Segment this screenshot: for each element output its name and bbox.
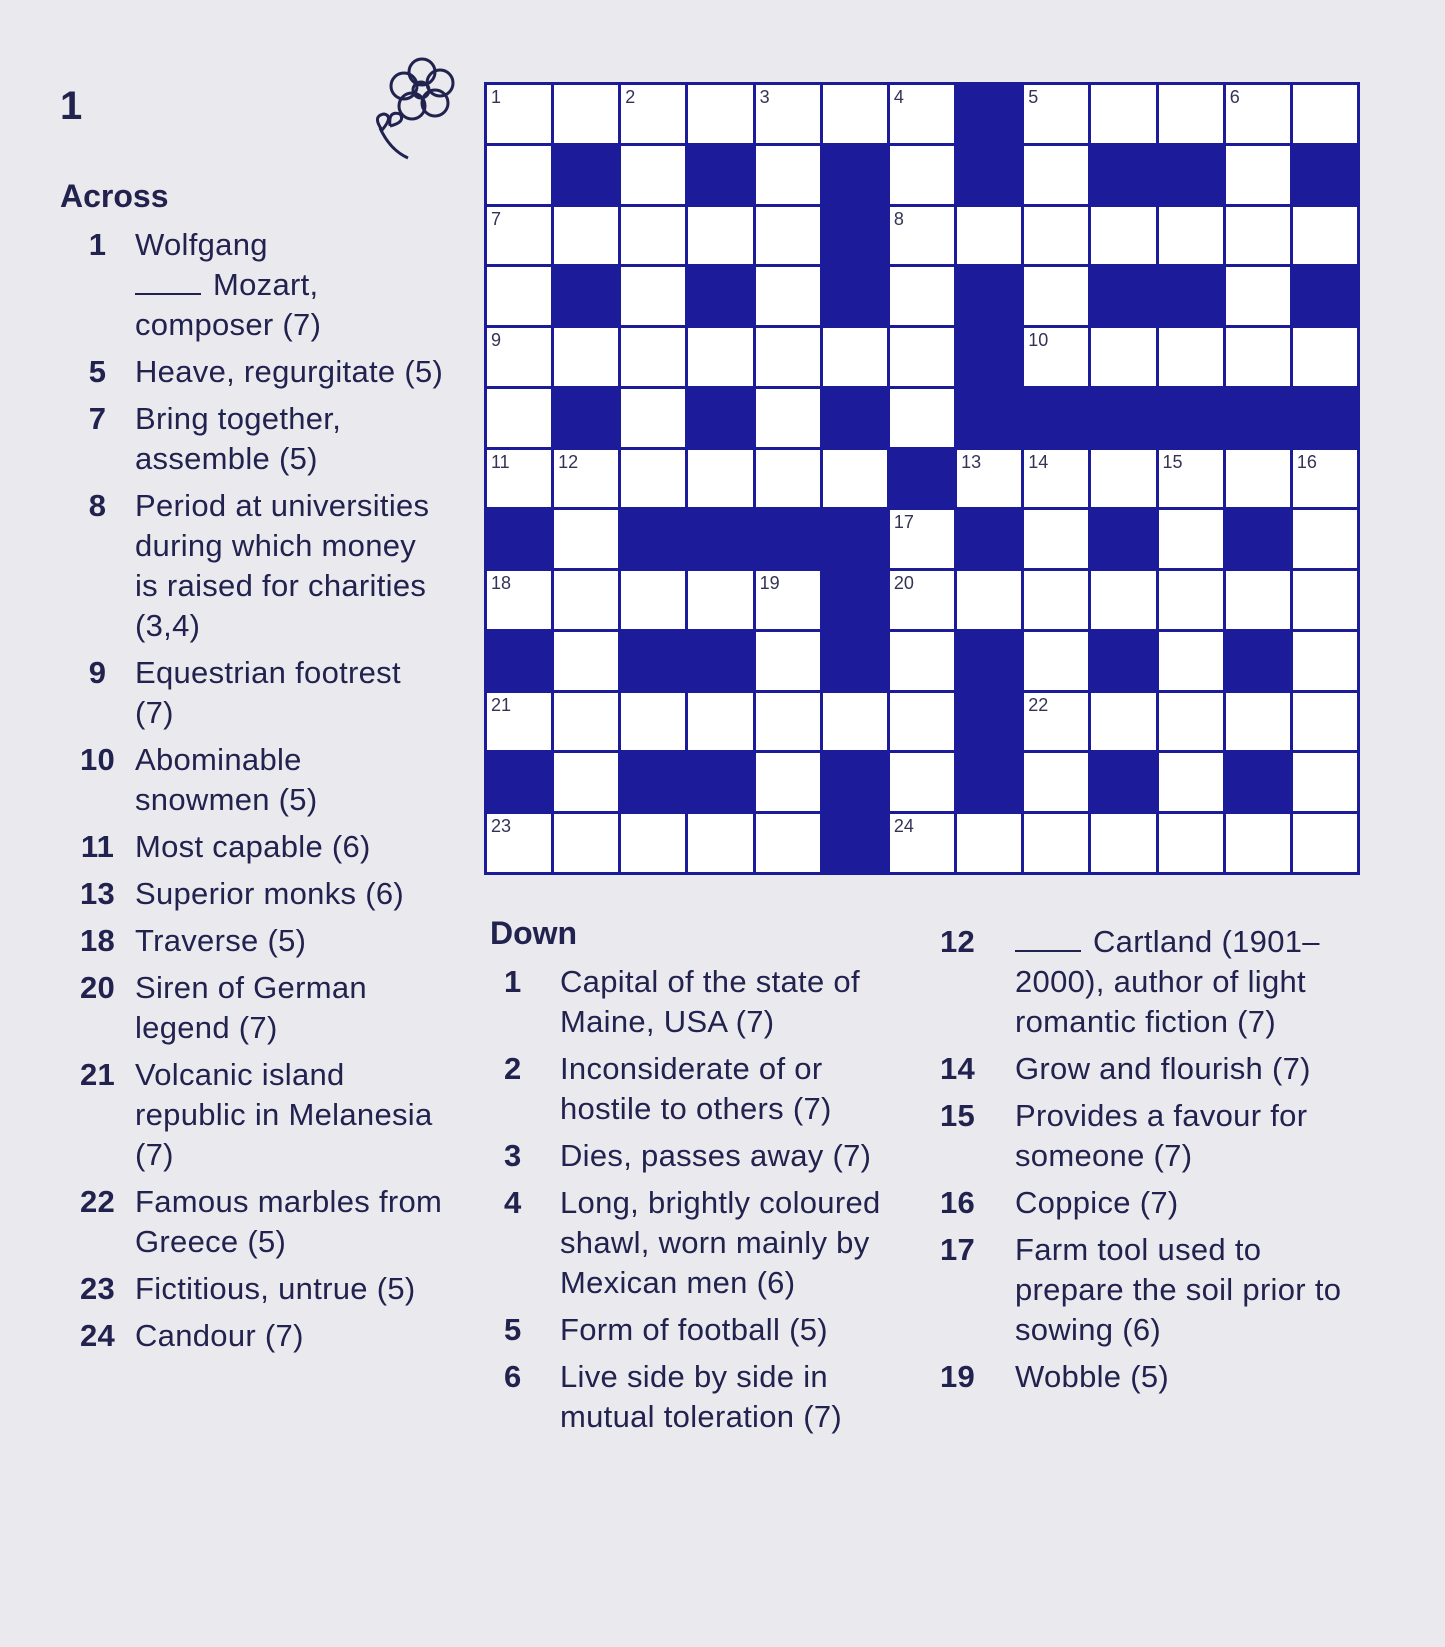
grid-cell[interactable]: [688, 328, 752, 386]
clue-number: 14: [940, 1051, 976, 1086]
grid-cell[interactable]: [756, 146, 820, 204]
grid-cell[interactable]: [1024, 510, 1088, 568]
clue-text: Form of football (5): [560, 1312, 828, 1347]
grid-cell[interactable]: [554, 571, 618, 629]
grid-block: [621, 632, 685, 690]
clue-text: Grow and flourish (7): [1015, 1051, 1311, 1086]
grid-cell[interactable]: [890, 814, 954, 872]
clue-text: Bring together, assemble (5): [135, 401, 342, 476]
clue-number: 23: [79, 1271, 116, 1306]
grid-cell[interactable]: [1293, 85, 1357, 143]
grid-block: [957, 693, 1021, 751]
cell-number: 19: [759, 573, 780, 594]
grid-cell[interactable]: [1159, 328, 1223, 386]
across-clue-13: [60, 874, 445, 914]
grid-block: [823, 632, 887, 690]
grid-cell[interactable]: [1293, 753, 1357, 811]
clue-number: 18: [79, 923, 116, 958]
grid-cell[interactable]: [1159, 693, 1223, 751]
grid-cell[interactable]: [554, 753, 618, 811]
grid-block: [1159, 389, 1223, 447]
clue-text: Long, brightly coloured shawl, worn mainly by Mexican men (6): [560, 1185, 881, 1300]
clue-text: Equestrian footrest (7): [135, 655, 401, 730]
clue-text: Cartland (1901–2000), author of light romantic fiction (7): [1015, 924, 1320, 1039]
grid-cell[interactable]: [1226, 571, 1290, 629]
grid-cell[interactable]: [1024, 146, 1088, 204]
grid-cell[interactable]: [1226, 85, 1290, 143]
grid-block: [957, 328, 1021, 386]
grid-block: [1293, 389, 1357, 447]
grid-block: [1293, 267, 1357, 325]
clue-number: 1: [504, 964, 522, 999]
grid-block: [688, 753, 752, 811]
cell-number: 24: [893, 816, 914, 837]
grid-block: [957, 389, 1021, 447]
grid-cell[interactable]: [1024, 267, 1088, 325]
grid-cell[interactable]: [1226, 693, 1290, 751]
clue-text: Wolfgang Mozart, composer (7): [135, 227, 322, 342]
grid-cell[interactable]: [487, 389, 551, 447]
cell-number: 6: [1229, 87, 1240, 107]
grid-cell[interactable]: [487, 328, 551, 386]
grid-cell[interactable]: [487, 450, 551, 508]
clue-number: 5: [88, 354, 107, 389]
down-clue-5: [490, 1310, 920, 1350]
down-clue-1: [490, 962, 920, 1042]
down-clue-19: [940, 1357, 1360, 1397]
flower-icon: [360, 50, 470, 170]
grid-block: [957, 510, 1021, 568]
down-clue-14: [940, 1049, 1360, 1089]
grid-block: [1091, 753, 1155, 811]
grid-cell[interactable]: [756, 267, 820, 325]
grid-cell[interactable]: [688, 85, 752, 143]
puzzle-number: 1: [60, 84, 83, 128]
clue-number: 11: [80, 829, 115, 864]
cell-number: 8: [893, 208, 904, 229]
clue-number: 8: [88, 488, 107, 523]
clue-number: 4: [504, 1185, 522, 1220]
grid-block: [1024, 389, 1088, 447]
down-clue-16: [940, 1183, 1360, 1223]
cell-number: 23: [491, 816, 512, 837]
grid-cell[interactable]: [823, 328, 887, 386]
grid-block: [823, 389, 887, 447]
clue-number: 1: [88, 227, 107, 262]
grid-cell[interactable]: [554, 85, 618, 143]
grid-cell[interactable]: [1226, 267, 1290, 325]
grid-cell[interactable]: [1159, 207, 1223, 265]
grid-block: [487, 753, 551, 811]
grid-cell[interactable]: [1024, 571, 1088, 629]
grid-cell[interactable]: [554, 207, 618, 265]
grid-cell[interactable]: [957, 207, 1021, 265]
grid-cell[interactable]: [621, 389, 685, 447]
crossword-grid: [484, 82, 1360, 875]
grid-cell[interactable]: [1091, 693, 1155, 751]
down-clue-list-1: [490, 962, 920, 1437]
grid-cell[interactable]: [487, 693, 551, 751]
cell-number: 2: [625, 87, 636, 107]
grid-cell[interactable]: [1091, 85, 1155, 143]
answer-blank: [1015, 928, 1081, 952]
grid-block: [688, 267, 752, 325]
grid-block: [823, 267, 887, 325]
grid-block: [823, 753, 887, 811]
across-clue-10: [60, 740, 445, 820]
grid-block: [823, 571, 887, 629]
across-clue-23: [60, 1269, 445, 1309]
grid-cell[interactable]: [1159, 450, 1223, 508]
grid-cell[interactable]: [1091, 207, 1155, 265]
clue-number: 13: [79, 876, 116, 911]
cell-number: 20: [893, 573, 914, 594]
clue-text: Coppice (7): [1015, 1185, 1179, 1220]
grid-cell[interactable]: [487, 814, 551, 872]
across-clue-20: [60, 968, 445, 1048]
clue-text: Heave, regurgitate (5): [135, 354, 444, 389]
down-clues-col1: [490, 915, 920, 1444]
clue-text: Period at universities during which money is raised for charities (3,4): [135, 488, 430, 643]
clue-text: Live side by side in mutual toleration (7): [560, 1359, 842, 1434]
grid-cell[interactable]: [688, 207, 752, 265]
grid-cell[interactable]: [688, 814, 752, 872]
cell-number: 5: [1028, 87, 1039, 107]
grid-block: [688, 510, 752, 568]
clue-number: 7: [88, 401, 107, 436]
cell-number: 15: [1162, 451, 1183, 472]
grid-cell[interactable]: [823, 85, 887, 143]
grid-cell[interactable]: [890, 571, 954, 629]
across-clue-7: [60, 399, 445, 479]
cell-number: 4: [893, 87, 904, 107]
grid-cell[interactable]: [756, 207, 820, 265]
grid-block: [957, 632, 1021, 690]
grid-block: [823, 146, 887, 204]
grid-block: [756, 510, 820, 568]
grid-cell[interactable]: [890, 207, 954, 265]
grid-block: [957, 267, 1021, 325]
grid-cell[interactable]: [487, 267, 551, 325]
grid-block: [957, 753, 1021, 811]
grid-cell[interactable]: [1226, 814, 1290, 872]
grid-block: [823, 207, 887, 265]
grid-block: [1226, 389, 1290, 447]
grid-cell[interactable]: [957, 450, 1021, 508]
cell-number: 9: [491, 330, 502, 351]
grid-cell[interactable]: [890, 146, 954, 204]
clue-text: Capital of the state of Maine, USA (7): [560, 964, 860, 1039]
grid-cell[interactable]: [1293, 693, 1357, 751]
across-clue-9: [60, 653, 445, 733]
grid-block: [1226, 510, 1290, 568]
grid-block: [823, 510, 887, 568]
down-clue-4: [490, 1183, 920, 1303]
grid-cell[interactable]: [1024, 85, 1088, 143]
grid-cell[interactable]: [621, 814, 685, 872]
grid-cell[interactable]: [688, 693, 752, 751]
grid-cell[interactable]: [890, 753, 954, 811]
across-clue-18: [60, 921, 445, 961]
grid-cell[interactable]: [554, 632, 618, 690]
grid-block: [1293, 146, 1357, 204]
grid-cell[interactable]: [957, 814, 1021, 872]
grid-cell[interactable]: [621, 571, 685, 629]
grid-cell[interactable]: [688, 450, 752, 508]
grid-cell[interactable]: [756, 814, 820, 872]
grid-cell[interactable]: [688, 571, 752, 629]
clue-number: 17: [940, 1232, 976, 1267]
grid-cell[interactable]: [1159, 85, 1223, 143]
grid-cell[interactable]: [1024, 207, 1088, 265]
clue-text: Wobble (5): [1015, 1359, 1170, 1394]
grid-cell[interactable]: [756, 693, 820, 751]
down-clue-2: [490, 1049, 920, 1129]
grid-cell[interactable]: [1293, 571, 1357, 629]
clue-number: 19: [940, 1359, 976, 1394]
grid-cell[interactable]: [957, 571, 1021, 629]
grid-cell[interactable]: [890, 510, 954, 568]
grid-cell[interactable]: [1024, 450, 1088, 508]
clue-text: Volcanic island republic in Melanesia (7): [135, 1057, 433, 1172]
grid-cell[interactable]: [554, 510, 618, 568]
grid-cell[interactable]: [1226, 146, 1290, 204]
grid-block: [1091, 632, 1155, 690]
clue-text: Provides a favour for someone (7): [1015, 1098, 1308, 1173]
grid-cell[interactable]: [1293, 632, 1357, 690]
grid-block: [823, 814, 887, 872]
clue-number: 10: [79, 742, 116, 777]
grid-cell[interactable]: [1024, 814, 1088, 872]
grid-cell[interactable]: [554, 450, 618, 508]
clue-text: Superior monks (6): [135, 876, 404, 911]
clue-number: 12: [940, 924, 976, 959]
clue-text: Inconsiderate of or hostile to others (7): [560, 1051, 832, 1126]
clue-number: 5: [504, 1312, 522, 1347]
across-clues: [60, 178, 445, 1363]
grid-block: [1091, 510, 1155, 568]
across-clue-11: [60, 827, 445, 867]
grid-cell[interactable]: [756, 450, 820, 508]
cell-number: 22: [1028, 694, 1049, 715]
clue-text: Abominable snowmen (5): [135, 742, 318, 817]
grid-cell[interactable]: [1293, 450, 1357, 508]
down-clue-15: [940, 1096, 1360, 1176]
clue-text: Traverse (5): [135, 923, 307, 958]
grid-cell[interactable]: [756, 632, 820, 690]
cell-number: 3: [759, 87, 770, 107]
down-heading: Down: [490, 915, 578, 951]
clue-number: 24: [79, 1318, 116, 1353]
grid-block: [1091, 267, 1155, 325]
down-clue-6: [490, 1357, 920, 1437]
cell-number: 1: [491, 87, 502, 107]
clue-number: 6: [504, 1359, 522, 1394]
cell-number: 18: [491, 573, 512, 594]
grid-cell[interactable]: [890, 389, 954, 447]
grid-cell[interactable]: [1024, 693, 1088, 751]
grid-cell[interactable]: [890, 693, 954, 751]
clue-number: 2: [504, 1051, 522, 1086]
grid-cell[interactable]: [1226, 328, 1290, 386]
clue-number: 15: [940, 1098, 976, 1133]
grid-block: [1091, 146, 1155, 204]
cell-number: 7: [491, 208, 502, 229]
cell-number: 12: [558, 451, 579, 472]
across-clue-21: [60, 1055, 445, 1175]
grid-cell[interactable]: [1226, 207, 1290, 265]
grid-cell[interactable]: [1159, 571, 1223, 629]
grid-cell[interactable]: [621, 85, 685, 143]
grid-cell[interactable]: [621, 328, 685, 386]
grid-block: [554, 146, 618, 204]
grid-cell[interactable]: [1091, 328, 1155, 386]
clue-text: Farm tool used to prepare the soil prior to sowing (6): [1015, 1232, 1342, 1347]
clue-number: 9: [88, 655, 107, 690]
grid-cell[interactable]: [1226, 450, 1290, 508]
clue-number: 22: [79, 1184, 116, 1219]
down-clue-12: [940, 922, 1360, 1042]
grid-block: [1091, 389, 1155, 447]
answer-blank: [135, 271, 201, 295]
grid-cell[interactable]: [890, 632, 954, 690]
grid-block: [957, 146, 1021, 204]
grid-block: [688, 146, 752, 204]
grid-cell[interactable]: [554, 814, 618, 872]
grid-cell[interactable]: [1024, 632, 1088, 690]
grid-block: [621, 753, 685, 811]
across-clue-8: [60, 486, 445, 646]
grid-cell[interactable]: [1159, 632, 1223, 690]
grid-cell[interactable]: [621, 267, 685, 325]
grid-cell[interactable]: [823, 450, 887, 508]
grid-cell[interactable]: [823, 693, 887, 751]
clue-number: 20: [79, 970, 116, 1005]
across-heading: Across: [60, 178, 169, 214]
grid-block: [688, 632, 752, 690]
grid-block: [554, 389, 618, 447]
grid-block: [1159, 267, 1223, 325]
grid-block: [487, 510, 551, 568]
grid-cell[interactable]: [890, 328, 954, 386]
cell-number: 14: [1028, 451, 1049, 472]
grid-cell[interactable]: [890, 267, 954, 325]
grid-cell[interactable]: [487, 571, 551, 629]
clue-text: Candour (7): [135, 1318, 304, 1353]
across-clue-22: [60, 1182, 445, 1262]
grid-cell[interactable]: [1024, 753, 1088, 811]
grid-cell[interactable]: [1159, 510, 1223, 568]
grid-cells: [484, 82, 1360, 875]
clue-text: Fictitious, untrue (5): [135, 1271, 416, 1306]
grid-cell[interactable]: [1091, 814, 1155, 872]
grid-block: [1226, 753, 1290, 811]
grid-cell[interactable]: [621, 693, 685, 751]
across-clue-list: [60, 225, 445, 1356]
grid-cell[interactable]: [1293, 510, 1357, 568]
clue-text: Dies, passes away (7): [560, 1138, 872, 1173]
grid-cell[interactable]: [1091, 571, 1155, 629]
grid-cell[interactable]: [487, 146, 551, 204]
grid-cell[interactable]: [1024, 328, 1088, 386]
grid-cell[interactable]: [756, 85, 820, 143]
grid-cell[interactable]: [1293, 207, 1357, 265]
grid-cell[interactable]: [1293, 814, 1357, 872]
grid-cell[interactable]: [890, 85, 954, 143]
grid-cell[interactable]: [1159, 753, 1223, 811]
grid-block: [554, 267, 618, 325]
cell-number: 11: [491, 451, 510, 472]
clue-text: Siren of German legend (7): [135, 970, 367, 1045]
clue-text: Most capable (6): [135, 829, 371, 864]
grid-block: [688, 389, 752, 447]
grid-block: [487, 632, 551, 690]
grid-cell[interactable]: [756, 389, 820, 447]
across-clue-1: [60, 225, 445, 345]
grid-cell[interactable]: [1159, 814, 1223, 872]
grid-cell[interactable]: [756, 753, 820, 811]
grid-cell[interactable]: [756, 328, 820, 386]
clue-number: 21: [79, 1057, 116, 1092]
grid-block: [1159, 146, 1223, 204]
grid-block: [890, 450, 954, 508]
grid-block: [1226, 632, 1290, 690]
down-clue-list-2: [940, 922, 1360, 1397]
across-clue-5: [60, 352, 445, 392]
grid-block: [957, 85, 1021, 143]
cell-number: 21: [491, 694, 512, 715]
clue-number: 16: [940, 1185, 976, 1220]
grid-block: [621, 510, 685, 568]
grid-cell[interactable]: [756, 571, 820, 629]
down-clues-col2: [940, 922, 1360, 1404]
grid-cell[interactable]: [487, 85, 551, 143]
cell-number: 10: [1028, 330, 1049, 351]
clue-text-pre: Wolfgang: [135, 227, 268, 262]
grid-cell[interactable]: [1091, 450, 1155, 508]
across-clue-24: [60, 1316, 445, 1356]
down-clue-3: [490, 1136, 920, 1176]
cell-number: 17: [893, 512, 914, 533]
grid-cell[interactable]: [621, 146, 685, 204]
clue-number: 3: [504, 1138, 522, 1173]
cell-number: 13: [961, 451, 982, 472]
grid-cell[interactable]: [487, 207, 551, 265]
clue-text: Famous marbles from Greece (5): [135, 1184, 443, 1259]
cell-number: 16: [1296, 451, 1317, 472]
down-clue-17: [940, 1230, 1360, 1350]
grid-cell[interactable]: [554, 693, 618, 751]
grid-cell[interactable]: [554, 328, 618, 386]
grid-cell[interactable]: [621, 207, 685, 265]
grid-cell[interactable]: [621, 450, 685, 508]
grid-cell[interactable]: [1293, 328, 1357, 386]
